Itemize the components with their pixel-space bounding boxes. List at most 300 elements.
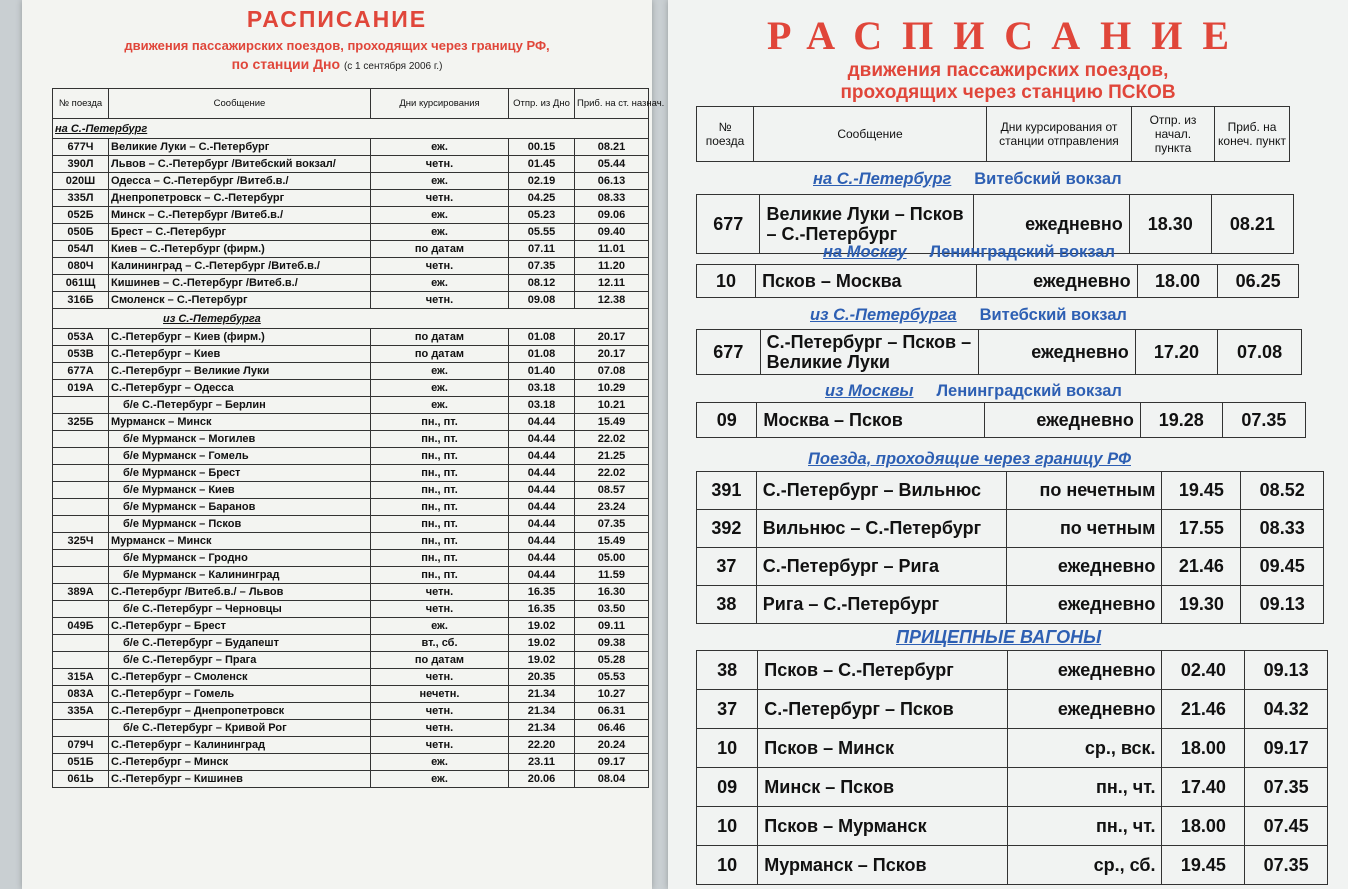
departure-time: 21.34 xyxy=(509,686,575,703)
section-station: Витебский вокзал xyxy=(974,170,1122,188)
train-number: 38 xyxy=(697,586,757,624)
departure-time: 04.44 xyxy=(509,482,575,499)
days: пн., пт. xyxy=(371,516,509,533)
departure-time: 04.44 xyxy=(509,465,575,482)
train-number: 051Б xyxy=(53,754,109,771)
route: б/е С.-Петербург – Прага xyxy=(109,652,371,669)
table-row xyxy=(697,729,1328,768)
departure-time: 17.40 xyxy=(1162,768,1245,807)
section-station: Ленинградский вокзал xyxy=(929,243,1115,261)
table-row xyxy=(53,652,649,669)
train-number xyxy=(53,516,109,533)
arrival-time: 07.35 xyxy=(1245,846,1328,885)
table-border-trains xyxy=(696,471,1324,624)
left-schedule-sheet xyxy=(22,0,665,889)
route: б/е Мурманск – Баранов xyxy=(109,499,371,516)
train-number: 390Л xyxy=(53,156,109,173)
table-row xyxy=(697,510,1324,548)
days: ср., сб. xyxy=(1007,846,1162,885)
train-number: 053А xyxy=(53,329,109,346)
route: б/е Мурманск – Калининград xyxy=(109,567,371,584)
table-row xyxy=(53,363,649,380)
route: Брест – С.-Петербург xyxy=(109,224,371,241)
train-number: 10 xyxy=(697,265,756,298)
departure-time: 04.44 xyxy=(509,516,575,533)
left-title: РАСПИСАНИЕ xyxy=(246,6,428,32)
col-route: Сообщение xyxy=(754,107,987,162)
right-title: РАСПИСАНИЕ xyxy=(766,13,1249,58)
departure-time: 08.12 xyxy=(509,275,575,292)
arrival-time: 05.28 xyxy=(575,652,649,669)
days: вт., сб. xyxy=(371,635,509,652)
days: еж. xyxy=(371,173,509,190)
arrival-time: 09.45 xyxy=(1241,548,1324,586)
right-subtitle: движения пассажирских поездов, xyxy=(847,60,1169,81)
days: пн., пт. xyxy=(371,533,509,550)
section-border-label: Поезда, проходящие через границу РФ xyxy=(808,450,1131,468)
arrival-time: 08.33 xyxy=(1241,510,1324,548)
route: Москва – Псков xyxy=(757,403,985,438)
arrival-time: 09.11 xyxy=(575,618,649,635)
route: б/е Мурманск – Киев xyxy=(109,482,371,499)
table-row xyxy=(53,635,649,652)
departure-time: 21.46 xyxy=(1162,690,1245,729)
left-table-body xyxy=(53,119,649,788)
train-number: 079Ч xyxy=(53,737,109,754)
table-row xyxy=(53,258,649,275)
days: ежедневно xyxy=(1007,586,1162,624)
days: по четным xyxy=(1007,510,1162,548)
route: С.-Петербург – Киев xyxy=(109,346,371,363)
departure-time: 09.08 xyxy=(509,292,575,309)
col-arrival: Приб. на конеч. пункт xyxy=(1215,107,1290,162)
right-schedule-sheet xyxy=(668,0,1348,889)
train-number xyxy=(53,652,109,669)
route: С.-Петербург – Рига xyxy=(756,548,1006,586)
section-border xyxy=(808,450,1131,469)
departure-time: 04.44 xyxy=(509,431,575,448)
train-number: 315А xyxy=(53,669,109,686)
departure-time: 21.34 xyxy=(509,720,575,737)
route: С.-Петербург – Киев (фирм.) xyxy=(109,329,371,346)
train-number: 09 xyxy=(697,403,757,438)
arrival-time: 22.02 xyxy=(575,465,649,482)
route: С.-Петербург – Великие Луки xyxy=(109,363,371,380)
route: Минск – С.-Петербург /Витеб.в./ xyxy=(109,207,371,224)
route: Львов – С.-Петербург /Витебский вокзал/ xyxy=(109,156,371,173)
arrival-time: 11.20 xyxy=(575,258,649,275)
departure-time: 01.08 xyxy=(509,346,575,363)
train-number xyxy=(53,550,109,567)
col-days: Дни курсирования xyxy=(371,89,509,119)
arrival-time: 04.32 xyxy=(1245,690,1328,729)
table-row xyxy=(53,601,649,618)
days: четн. xyxy=(371,601,509,618)
table-row xyxy=(53,737,649,754)
days: нечетн. xyxy=(371,686,509,703)
train-number: 020Ш xyxy=(53,173,109,190)
days: пн., пт. xyxy=(371,499,509,516)
departure-time: 19.02 xyxy=(509,618,575,635)
days: еж. xyxy=(371,618,509,635)
route: С.-Петербург – Вильнюс xyxy=(756,472,1006,510)
route: б/е С.-Петербург – Берлин xyxy=(109,397,371,414)
arrival-time: 08.33 xyxy=(575,190,649,207)
days: пн., пт. xyxy=(371,414,509,431)
section-label-to-spb: на С.-Петербург xyxy=(53,119,649,139)
section-station: Витебский вокзал xyxy=(979,306,1127,324)
arrival-time: 08.21 xyxy=(1211,195,1293,254)
section-dir: на Москву xyxy=(823,243,907,261)
departure-time: 22.20 xyxy=(509,737,575,754)
table-row xyxy=(697,651,1328,690)
days: еж. xyxy=(371,139,509,156)
departure-time: 19.45 xyxy=(1162,472,1241,510)
route: С.-Петербург – Одесса xyxy=(109,380,371,397)
arrival-time: 10.21 xyxy=(575,397,649,414)
col-arrival: Приб. на ст. назнач. xyxy=(575,89,649,119)
days: ежедневно xyxy=(1007,548,1162,586)
train-number: 325Ч xyxy=(53,533,109,550)
departure-time: 01.08 xyxy=(509,329,575,346)
route: Великие Луки – Псков – С.-Петербург xyxy=(760,195,973,254)
departure-time: 18.00 xyxy=(1162,729,1245,768)
days: по нечетным xyxy=(1007,472,1162,510)
table-row xyxy=(53,465,649,482)
route: С.-Петербург – Гомель xyxy=(109,686,371,703)
table-row xyxy=(53,397,649,414)
days: еж. xyxy=(371,397,509,414)
departure-time: 16.35 xyxy=(509,601,575,618)
train-number: 053В xyxy=(53,346,109,363)
arrival-time: 12.11 xyxy=(575,275,649,292)
section-row xyxy=(53,119,649,139)
route: Рига – С.-Петербург xyxy=(756,586,1006,624)
table-row xyxy=(697,403,1306,438)
route: Вильнюс – С.-Петербург xyxy=(756,510,1006,548)
route: С.-Петербург – Кишинев xyxy=(109,771,371,788)
route: Смоленск – С.-Петербург xyxy=(109,292,371,309)
table-from-moscow xyxy=(696,402,1306,438)
days: четн. xyxy=(371,292,509,309)
table-row xyxy=(53,618,649,635)
departure-time: 05.55 xyxy=(509,224,575,241)
route: Киев – С.-Петербург (фирм.) xyxy=(109,241,371,258)
section-from-spb xyxy=(810,306,1127,325)
departure-time: 18.30 xyxy=(1129,195,1211,254)
route: С.-Петербург – Минск xyxy=(109,754,371,771)
arrival-time: 06.31 xyxy=(575,703,649,720)
train-number: 38 xyxy=(697,651,758,690)
arrival-time: 03.50 xyxy=(575,601,649,618)
section-dir: из С.-Петербурга xyxy=(810,306,957,324)
col-departure: Отпр. из Дно xyxy=(509,89,575,119)
train-number xyxy=(53,465,109,482)
train-number: 335А xyxy=(53,703,109,720)
train-number: 083А xyxy=(53,686,109,703)
route: Калининград – С.-Петербург /Витеб.в./ xyxy=(109,258,371,275)
train-number: 061Ь xyxy=(53,771,109,788)
section-coaches xyxy=(896,627,1101,648)
days: пн., пт. xyxy=(371,482,509,499)
section-from-moscow xyxy=(825,382,1122,401)
table-row xyxy=(53,720,649,737)
departure-time: 18.00 xyxy=(1137,265,1218,298)
days: четн. xyxy=(371,669,509,686)
days: ежедневно xyxy=(979,330,1136,375)
arrival-time: 10.29 xyxy=(575,380,649,397)
departure-time: 04.44 xyxy=(509,414,575,431)
arrival-time: 12.38 xyxy=(575,292,649,309)
left-schedule-table xyxy=(52,88,665,788)
departure-time: 04.44 xyxy=(509,448,575,465)
table-row xyxy=(53,292,649,309)
route: С.-Петербург – Псков xyxy=(758,690,1008,729)
train-number xyxy=(53,482,109,499)
train-number xyxy=(53,499,109,516)
table-row xyxy=(53,329,649,346)
route: б/е Мурманск – Брест xyxy=(109,465,371,482)
arrival-time: 08.52 xyxy=(1241,472,1324,510)
table-from-spb xyxy=(696,329,1302,375)
days: ср., вск. xyxy=(1007,729,1162,768)
days: четн. xyxy=(371,258,509,275)
days: четн. xyxy=(371,156,509,173)
departure-time: 17.55 xyxy=(1162,510,1241,548)
days: ежедневно xyxy=(1007,651,1162,690)
table-row xyxy=(53,482,649,499)
train-number: 050Б xyxy=(53,224,109,241)
train-number: 37 xyxy=(697,548,757,586)
route: С.-Петербург – Псков – Великие Луки xyxy=(760,330,979,375)
table-row xyxy=(697,846,1328,885)
departure-time: 19.45 xyxy=(1162,846,1245,885)
table-to-moscow xyxy=(696,264,1299,298)
arrival-time: 06.25 xyxy=(1218,265,1299,298)
table-row xyxy=(53,207,649,224)
col-train-no: № поезда xyxy=(697,107,754,162)
route: Мурманск – Минск xyxy=(109,414,371,431)
col-route: Сообщение xyxy=(109,89,371,119)
table-row xyxy=(53,431,649,448)
table-row xyxy=(53,584,649,601)
route: Одесса – С.-Петербург /Витеб.в./ xyxy=(109,173,371,190)
departure-time: 19.28 xyxy=(1140,403,1222,438)
days: еж. xyxy=(371,275,509,292)
departure-time: 02.19 xyxy=(509,173,575,190)
arrival-time: 20.24 xyxy=(575,737,649,754)
train-number xyxy=(53,397,109,414)
route: б/е С.-Петербург – Будапешт xyxy=(109,635,371,652)
table-row xyxy=(53,703,649,720)
table-row xyxy=(53,173,649,190)
route: б/е Мурманск – Гомель xyxy=(109,448,371,465)
arrival-time: 08.04 xyxy=(575,771,649,788)
days: по датам xyxy=(371,329,509,346)
train-number: 09 xyxy=(697,768,758,807)
route: б/е С.-Петербург – Черновцы xyxy=(109,601,371,618)
table-row xyxy=(53,686,649,703)
col-days: Дни курсирования от станции отправления xyxy=(987,107,1132,162)
departure-time: 00.15 xyxy=(509,139,575,156)
arrival-time: 08.57 xyxy=(575,482,649,499)
arrival-time: 05.53 xyxy=(575,669,649,686)
days: пн., чт. xyxy=(1007,768,1162,807)
table-row xyxy=(697,265,1299,298)
train-number: 391 xyxy=(697,472,757,510)
train-number xyxy=(53,720,109,737)
table-row xyxy=(697,330,1302,375)
arrival-time: 10.27 xyxy=(575,686,649,703)
train-number: 392 xyxy=(697,510,757,548)
arrival-time: 06.46 xyxy=(575,720,649,737)
col-train-no: № поезда xyxy=(53,89,109,119)
train-number: 677А xyxy=(53,363,109,380)
train-number: 316Б xyxy=(53,292,109,309)
departure-time: 17.20 xyxy=(1135,330,1217,375)
departure-time: 21.34 xyxy=(509,703,575,720)
arrival-time: 09.06 xyxy=(575,207,649,224)
route: С.-Петербург – Днепропетровск xyxy=(109,703,371,720)
route: б/е Мурманск – Гродно xyxy=(109,550,371,567)
days: по датам xyxy=(371,346,509,363)
train-number xyxy=(53,601,109,618)
route: Великие Луки – С.-Петербург xyxy=(109,139,371,156)
arrival-time: 09.13 xyxy=(1241,586,1324,624)
train-number: 061Щ xyxy=(53,275,109,292)
section-coaches-label: ПРИЦЕПНЫЕ ВАГОНЫ xyxy=(896,627,1102,647)
departure-time: 04.25 xyxy=(509,190,575,207)
departure-time: 16.35 xyxy=(509,584,575,601)
departure-time: 01.40 xyxy=(509,363,575,380)
left-station-line xyxy=(22,56,652,72)
arrival-time: 07.08 xyxy=(575,363,649,380)
arrival-time: 07.35 xyxy=(1245,768,1328,807)
table-coaches xyxy=(696,650,1328,885)
route: Псков – Москва xyxy=(756,265,977,298)
departure-time: 01.45 xyxy=(509,156,575,173)
train-number: 325Б xyxy=(53,414,109,431)
departure-time: 19.30 xyxy=(1162,586,1241,624)
departure-time: 20.35 xyxy=(509,669,575,686)
route: Кишинев – С.-Петербург /Витеб.в./ xyxy=(109,275,371,292)
route: С.-Петербург – Калининград xyxy=(109,737,371,754)
days: четн. xyxy=(371,720,509,737)
table-row xyxy=(697,586,1324,624)
arrival-time: 11.01 xyxy=(575,241,649,258)
days: ежедневно xyxy=(1007,690,1162,729)
table-row xyxy=(53,241,649,258)
right-table-header xyxy=(696,106,1290,162)
train-number xyxy=(53,635,109,652)
train-number: 37 xyxy=(697,690,758,729)
route: С.-Петербург /Витеб.в./ – Львов xyxy=(109,584,371,601)
train-number: 335Л xyxy=(53,190,109,207)
section-to-moscow xyxy=(823,243,1115,262)
days: еж. xyxy=(371,363,509,380)
table-row xyxy=(53,190,649,207)
days: по датам xyxy=(371,241,509,258)
table-row xyxy=(53,275,649,292)
days: еж. xyxy=(371,207,509,224)
table-row xyxy=(53,516,649,533)
right-subtitle-station: проходящих через станцию ПСКОВ xyxy=(840,82,1176,103)
days: четн. xyxy=(371,190,509,207)
table-row xyxy=(53,156,649,173)
days: пн., пт. xyxy=(371,465,509,482)
days: ежедневно xyxy=(985,403,1141,438)
table-row xyxy=(53,414,649,431)
left-subtitle: движения пассажирских поездов, проходящих через границу РФ, xyxy=(124,38,550,53)
days: четн. xyxy=(371,703,509,720)
train-number: 10 xyxy=(697,729,758,768)
route: Мурманск – Минск xyxy=(109,533,371,550)
departure-time: 04.44 xyxy=(509,550,575,567)
arrival-time: 20.17 xyxy=(575,346,649,363)
train-number: 677 xyxy=(697,330,761,375)
section-row xyxy=(53,309,649,329)
route: С.-Петербург – Брест xyxy=(109,618,371,635)
days: пн., пт. xyxy=(371,567,509,584)
arrival-time: 09.40 xyxy=(575,224,649,241)
train-number: 052Б xyxy=(53,207,109,224)
days: четн. xyxy=(371,737,509,754)
arrival-time: 05.44 xyxy=(575,156,649,173)
table-row xyxy=(697,768,1328,807)
section-dir: из Москвы xyxy=(825,382,914,400)
days: ежедневно xyxy=(973,195,1129,254)
table-row xyxy=(53,771,649,788)
departure-time: 21.46 xyxy=(1162,548,1241,586)
route: б/е Мурманск – Псков xyxy=(109,516,371,533)
arrival-time: 09.17 xyxy=(575,754,649,771)
arrival-time: 11.59 xyxy=(575,567,649,584)
arrival-time: 07.35 xyxy=(575,516,649,533)
table-row xyxy=(697,472,1324,510)
route: Минск – Псков xyxy=(758,768,1008,807)
route: Днепропетровск – С.-Петербург xyxy=(109,190,371,207)
table-row xyxy=(53,550,649,567)
departure-time: 19.02 xyxy=(509,652,575,669)
departure-time: 03.18 xyxy=(509,380,575,397)
train-number: 080Ч xyxy=(53,258,109,275)
arrival-time: 07.45 xyxy=(1245,807,1328,846)
departure-time: 07.11 xyxy=(509,241,575,258)
table-row xyxy=(53,139,649,156)
arrival-time: 21.25 xyxy=(575,448,649,465)
arrival-time: 09.13 xyxy=(1245,651,1328,690)
train-number: 019А xyxy=(53,380,109,397)
train-number: 049Б xyxy=(53,618,109,635)
departure-time: 07.35 xyxy=(509,258,575,275)
train-number xyxy=(53,431,109,448)
arrival-time: 15.49 xyxy=(575,533,649,550)
left-date-note: (с 1 сентября 2006 г.) xyxy=(343,61,443,72)
route: б/е С.-Петербург – Кривой Рог xyxy=(109,720,371,737)
departure-time: 04.44 xyxy=(509,533,575,550)
departure-time: 02.40 xyxy=(1162,651,1245,690)
table-row xyxy=(53,224,649,241)
train-number: 677Ч xyxy=(53,139,109,156)
departure-time: 19.02 xyxy=(509,635,575,652)
days: еж. xyxy=(371,771,509,788)
table-row xyxy=(53,754,649,771)
route: Псков – Минск xyxy=(758,729,1008,768)
table-row xyxy=(53,346,649,363)
table-row xyxy=(53,567,649,584)
table-row xyxy=(53,380,649,397)
left-station: по станции Дно xyxy=(231,56,341,72)
